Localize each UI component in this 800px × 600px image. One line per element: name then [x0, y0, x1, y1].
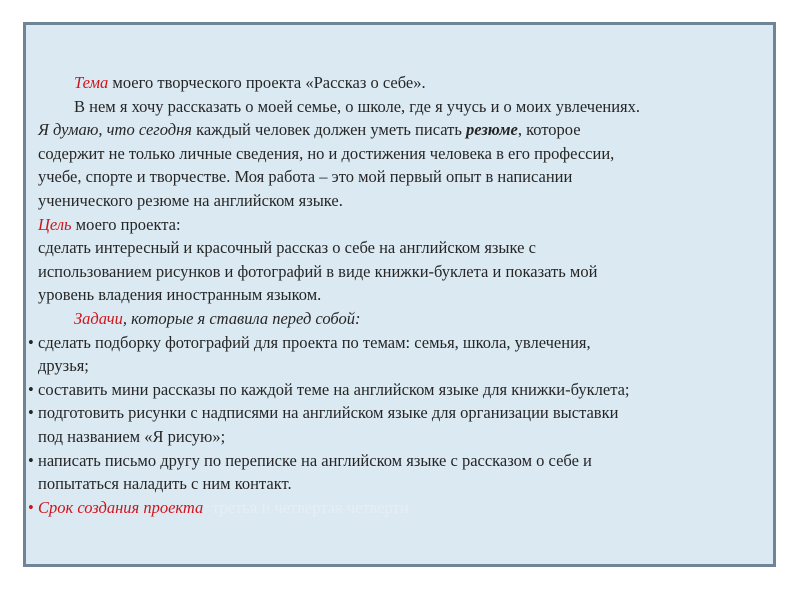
intro-text-a: каждый человек должен уметь писать	[191, 120, 466, 140]
goal-heading	[34, 213, 769, 237]
intro-text-b: , которое	[517, 120, 581, 140]
slide-content-box	[23, 22, 776, 567]
intro-line-1: В нем я хочу рассказать о моей семье, о школе, где я учусь и о моих увлечениях.	[74, 96, 641, 116]
goal-heading-text: моего проекта:	[71, 214, 181, 234]
tasks-heading	[34, 307, 769, 331]
task-item-2-line-1	[28, 378, 769, 402]
goal-label: Цель	[38, 214, 72, 234]
deadline-line	[28, 496, 769, 520]
task-item-1-line-2: друзья;	[38, 356, 89, 376]
topic-text: моего творческого проекта «Рассказ о себе».	[108, 73, 426, 92]
intro-line-4: учебе, спорте и творчестве. Моя работа – это мой первый опыт в написании	[38, 167, 573, 187]
tasks-label: Задачи	[74, 308, 123, 328]
intro-line-2	[34, 118, 769, 142]
tasks-heading-text: , которые я ставила перед собой:	[122, 308, 361, 328]
goal-line-2: использованием рисунков и фотографий в виде книжки-буклета и показать мой	[38, 261, 598, 281]
goal-line-3: уровень владения иностранным языком.	[38, 285, 322, 305]
task-item-4-line-2: попытаться наладить с ним контакт.	[38, 474, 292, 494]
task-item-4-text: написать письмо другу по переписке на английском языке с рассказом о себе и	[38, 450, 592, 470]
task-item-3-line-1	[28, 401, 769, 425]
task-item-1-line-1	[28, 331, 769, 355]
intro-line-5: ученического резюме на английском языке.	[38, 190, 343, 210]
task-item-3-text: подготовить рисунки с надписями на английском языке для организации выставки	[38, 403, 619, 423]
project-description-text	[28, 71, 769, 519]
bullet-icon: •	[28, 379, 34, 399]
topic-label: Тема	[74, 73, 109, 92]
bullet-icon: •	[28, 332, 34, 352]
intro-line-3: содержит не только личные сведения, но и достижения человека в его профессии,	[38, 143, 615, 163]
deadline-text: : третья и четвертая четверти.	[203, 497, 413, 517]
bullet-icon: •	[28, 403, 34, 423]
task-item-2-text: составить мини рассказы по каждой теме на английском языке для книжки-буклета;	[38, 379, 630, 399]
goal-line-1: сделать интересный и красочный рассказ о себе на английском языке с	[38, 238, 536, 258]
deadline-label: Срок создания проекта	[38, 497, 204, 517]
task-item-1-text: сделать подборку фотографий для проекта по темам: семья, школа, увлечения,	[38, 332, 591, 352]
task-item-4-line-1	[28, 449, 769, 473]
task-item-3-line-2: под названием «Я рисую»;	[38, 426, 226, 446]
bullet-icon: •	[28, 450, 34, 470]
bullet-icon: •	[28, 497, 34, 517]
intro-italic-phrase: Я думаю, что сегодня	[38, 120, 192, 140]
resume-word: резюме	[466, 120, 518, 140]
topic-line	[34, 71, 769, 95]
